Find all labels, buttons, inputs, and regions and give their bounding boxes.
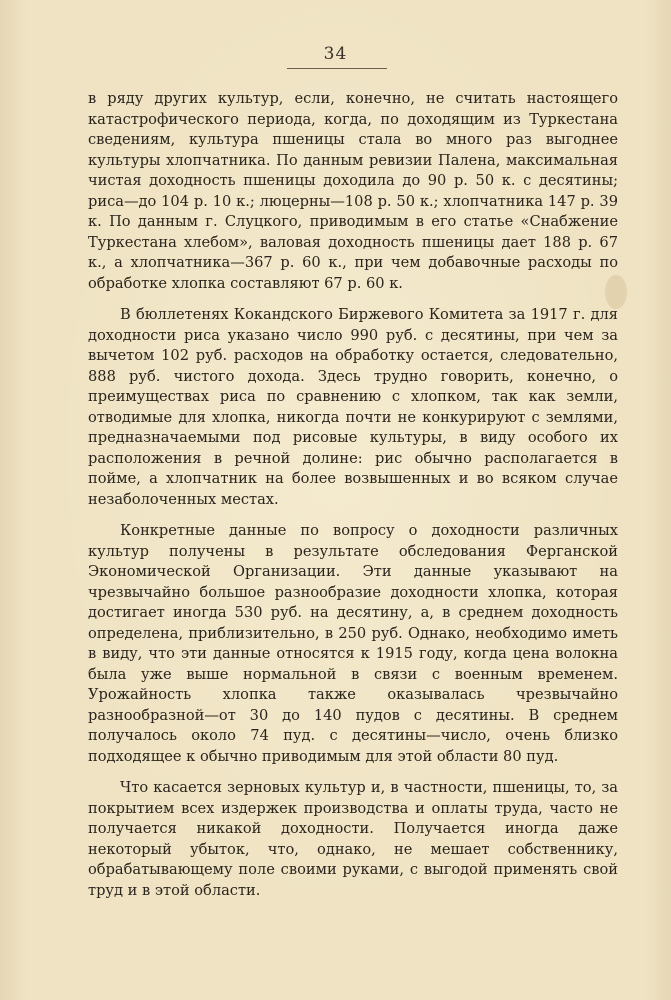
page-body [88,89,618,901]
paragraph-1: в ряду других культур, если, конечно, не считать настоящего катастрофического периода, когда, по доходящим из Туркестана сведениям, культура пшеницы стала во много раз выгоднее культуры хлопчатника. По данным ревизии Палена, максимальная чистая доходность пшеницы доходила до 90 р. 50 к. с десятины; риса—до 104 р. 10 к.; люцерны—108 р. 50 к.; хлопчатника 147 р. 39 к. По данным г. Слуцкого, приводимым в его статье «Снабжение Туркестана хлебом», валовая доходность пшеницы дает 188 р. 67 к., а хлопчатника—367 р. 60 к., при чем добавочные расходы по обработке хлопка составляют 67 р. 60 к. [88,90,618,292]
page-number: 34 [323,44,348,64]
page-number-rule [287,68,387,69]
paragraph-2: В бюллетенях Кокандского Биржевого Комитета за 1917 г. для доходности риса указано число 990 руб. с десятины, при чем за вычетом 102 руб. расходов на обработку остается, следовательно, 888 руб. чистого дохода. Здесь трудно говорить, конечно, о преимуществах риса по сравнению с хлопком, так как земли, отводимые для хлопка, никогда почти не конкурируют с землями, предназначаемыми под рисовые культуры, в виду особого их расположения в речной долине: рис обычно располагается в пойме, а хлопчатник на более возвышенных и во всяком случае незаболоченных местах. [88,306,618,508]
page-header [0,44,671,64]
paragraph-4: Что касается зерновых культур и, в частности, пшеницы, то, за покрытием всех издержек производства и оплаты труда, часто не получается никакой доходности. Получается иногда даже некоторый убыток, что, однако, не мешает собственнику, обрабатывающему поле своими руками, с выгодой применять свой труд и в этой области. [88,779,618,899]
paragraph-3: Конкретные данные по вопросу о доходности различных культур получены в результате обследования Ферганской Экономической Организации. Эти данные указывают на чрезвычайно большое разнообразие доходности хлопка, которая достигает иногда 530 руб. на десятину, а, в среднем доходность определена, приблизительно, в 250 руб. Однако, необходимо иметь в виду, что эти данные относятся к 1915 году, когда цена волокна была уже выше нормальной в связи с военным временем. Урожайность хлопка также оказывалась чрезвычайно разнообразной—от 30 до 140 пудов с десятины. В среднем получалось около 74 пуд. с десятины—число, очень близко подходящее к обычно приводимым для этой области 80 пуд. [88,522,618,765]
